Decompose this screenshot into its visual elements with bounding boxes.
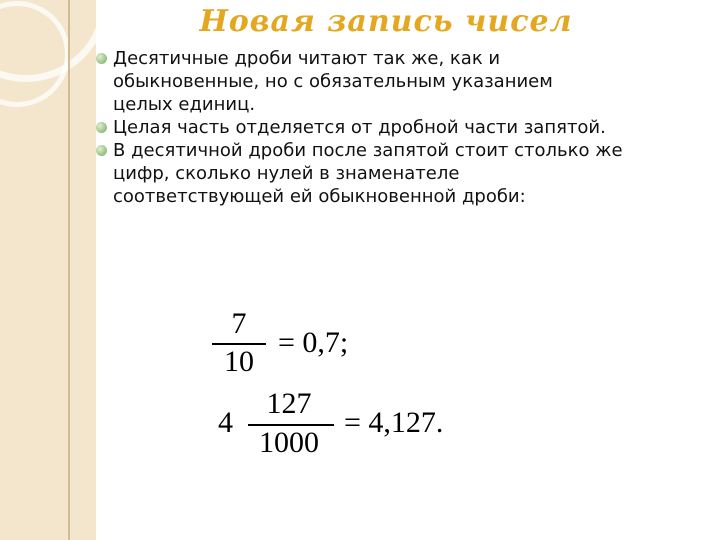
- fraction: [210, 305, 268, 377]
- denominator: 1000: [259, 426, 319, 459]
- formula-result: = 0,7;: [278, 326, 349, 359]
- bullet-icon: [96, 122, 107, 133]
- list-item: [96, 47, 696, 116]
- list-item: [96, 116, 696, 139]
- numerator: 7: [231, 307, 247, 340]
- bullet-list: [96, 47, 696, 208]
- whole-part: 4: [218, 406, 233, 439]
- side-decoration-panel: [0, 0, 96, 540]
- bullet-icon: [96, 145, 107, 156]
- bullet-icon: [96, 53, 107, 64]
- bullet-line: соответствующей ей обыкновенной дроби:: [113, 186, 526, 207]
- decorative-line: [68, 0, 70, 540]
- bullet-line: Десятичные дроби читают так же, как и: [113, 48, 501, 69]
- bullet-line: целых единиц.: [113, 94, 256, 115]
- fraction: [244, 385, 334, 461]
- bullet-line: цифр, сколько нулей в знаменателе: [113, 163, 460, 184]
- bullet-line: В десятичной дроби после запятой стоит столько же: [113, 140, 623, 161]
- numerator: 127: [266, 387, 312, 420]
- bullet-line: обыкновенные, но с обязательным указанием: [113, 71, 553, 92]
- formula-result: = 4,127.: [344, 406, 444, 439]
- denominator: 10: [224, 345, 254, 378]
- list-item: [96, 139, 696, 208]
- formula-four-point-127: [218, 385, 518, 461]
- slide-title: Новая запись чисел: [199, 4, 573, 39]
- formula-seven-tenths: [210, 305, 410, 377]
- bullet-line: Целая часть отделяется от дробной части запятой.: [113, 117, 606, 138]
